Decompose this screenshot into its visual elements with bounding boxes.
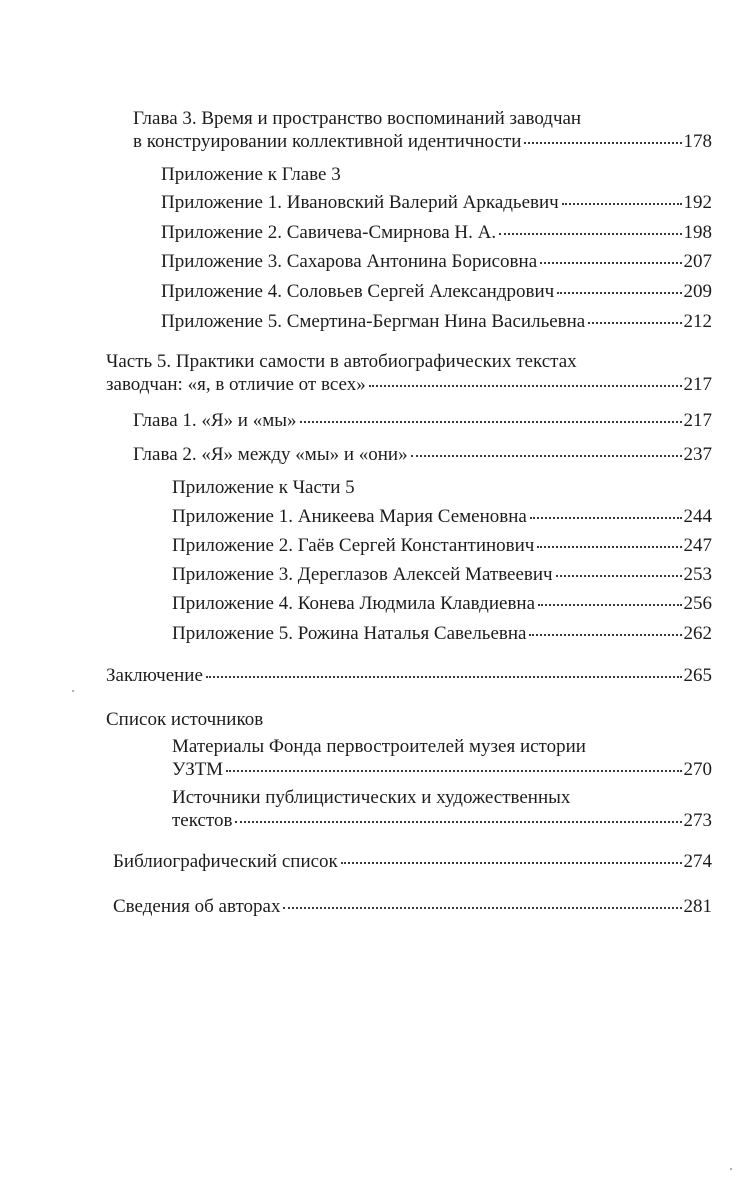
toc-page-number: 237 (683, 444, 712, 465)
toc-entry-part-5[interactable] (106, 350, 712, 396)
toc-entry-title: заводчан: «я, в отличие от всех» (106, 374, 366, 395)
dot-leader (369, 385, 682, 387)
dot-leader (524, 142, 681, 144)
toc-page-number: 274 (683, 851, 712, 872)
dot-leader (538, 604, 681, 606)
dot-leader (411, 455, 682, 457)
toc-entry-bibliography[interactable] (113, 850, 712, 873)
toc-entry-title: текстов (172, 810, 233, 831)
dot-leader (206, 676, 682, 678)
toc-page-number: 192 (683, 192, 712, 213)
toc-entry-title-line: Часть 5. Практики самости в автобиографических текстах (106, 351, 577, 372)
dot-leader (235, 821, 681, 823)
toc-page-number: 256 (683, 593, 712, 614)
toc-entry-appendix[interactable] (161, 221, 712, 244)
dot-leader (537, 546, 681, 548)
toc-entry-title: Приложение 3. Сахарова Антонина Борисовна (161, 251, 538, 272)
toc-entry-title: Приложение 1. Ивановский Валерий Аркадьевич (161, 192, 559, 213)
toc-entry-title-line: Материалы Фонда первостроителей музея истории (172, 736, 586, 757)
toc-entry-title: Приложение 5. Смертина-Бергман Нина Васильевна (161, 311, 586, 332)
toc-entry-appendix[interactable] (172, 592, 712, 615)
toc-page-number: 253 (683, 564, 712, 585)
toc-page-number: 178 (683, 131, 712, 152)
scan-speck (72, 690, 74, 692)
toc-page-number: 247 (683, 535, 712, 556)
dot-leader (588, 322, 681, 324)
dot-leader (540, 262, 681, 264)
scan-speck (730, 1168, 732, 1170)
toc-entry-title: Библиографический список (113, 851, 338, 872)
toc-entry-title: в конструировании коллективной идентичности (133, 131, 522, 152)
toc-entry-title: Приложение 4. Конева Людмила Клавдиевна (172, 593, 536, 614)
dot-leader (226, 770, 682, 772)
toc-entry-title: Сведения об авторах (113, 896, 281, 917)
toc-page-number: 265 (683, 665, 712, 686)
toc-page-number: 207 (683, 251, 712, 272)
toc-entry-title: Приложение 1. Аникеева Мария Семеновна (172, 506, 527, 527)
dot-leader (562, 203, 682, 205)
toc-entry-title-line: Источники публицистических и художественных (172, 787, 571, 808)
toc-entry-part-5-chapter-1[interactable] (133, 409, 712, 432)
toc-page-number: 262 (683, 623, 712, 644)
dot-leader (530, 517, 682, 519)
toc-entry-chapter-3[interactable] (133, 107, 712, 153)
toc-heading-sources: Список источников (106, 709, 264, 730)
toc-page-number: 281 (683, 896, 712, 917)
toc-entry-conclusion[interactable] (106, 664, 712, 687)
dot-leader (341, 862, 682, 864)
dot-leader (556, 575, 682, 577)
dot-leader (529, 634, 681, 636)
toc-page-number: 217 (683, 374, 712, 395)
toc-entry-sources-publicistic[interactable] (172, 786, 712, 832)
toc-page-number: 244 (683, 506, 712, 527)
toc-entry-part-5-chapter-2[interactable] (133, 443, 712, 466)
toc-entry-appendix[interactable] (172, 505, 712, 528)
toc-entry-title: Приложение 4. Соловьев Сергей Александрович (161, 281, 555, 302)
toc-entry-title: Глава 2. «Я» между «мы» и «они» (133, 444, 408, 465)
toc-page-number: 217 (683, 410, 712, 431)
toc-entry-appendix[interactable] (161, 250, 712, 273)
toc-entry-appendix[interactable] (161, 310, 712, 333)
toc-page-number: 209 (683, 281, 712, 302)
toc-entry-appendix[interactable] (172, 534, 712, 557)
toc-entry-appendix[interactable] (172, 622, 712, 645)
toc-page-number: 270 (683, 759, 712, 780)
dot-leader (283, 907, 681, 909)
toc-entry-title: Приложение 2. Савичева-Смирнова Н. А. (161, 222, 497, 243)
toc-page-number: 273 (683, 810, 712, 831)
toc-entry-title: Приложение 3. Дереглазов Алексей Матвеевич (172, 564, 553, 585)
toc-entry-title: Заключение (106, 665, 203, 686)
toc-heading-appendix-ch3: Приложение к Главе 3 (161, 164, 341, 185)
toc-entry-title: Глава 1. «Я» и «мы» (133, 410, 297, 431)
dot-leader (499, 233, 681, 235)
dot-leader (300, 421, 682, 423)
toc-entry-authors[interactable] (113, 895, 712, 918)
toc-entry-title: Приложение 2. Гаёв Сергей Константинович (172, 535, 535, 556)
toc-entry-appendix[interactable] (172, 563, 712, 586)
toc-entry-sources-museum[interactable] (172, 735, 712, 781)
toc-page-number: 198 (683, 222, 712, 243)
toc-entry-appendix[interactable] (161, 191, 712, 214)
toc-entry-appendix[interactable] (161, 280, 712, 303)
toc-entry-title-line: Глава 3. Время и пространство воспоминаний заводчан (133, 108, 582, 129)
dot-leader (557, 292, 681, 294)
toc-page-number: 212 (683, 311, 712, 332)
toc-heading-appendix-part-5: Приложение к Части 5 (172, 477, 355, 498)
toc-entry-title: Приложение 5. Рожина Наталья Савельевна (172, 623, 527, 644)
toc-entry-title: УЗТМ (172, 759, 223, 780)
